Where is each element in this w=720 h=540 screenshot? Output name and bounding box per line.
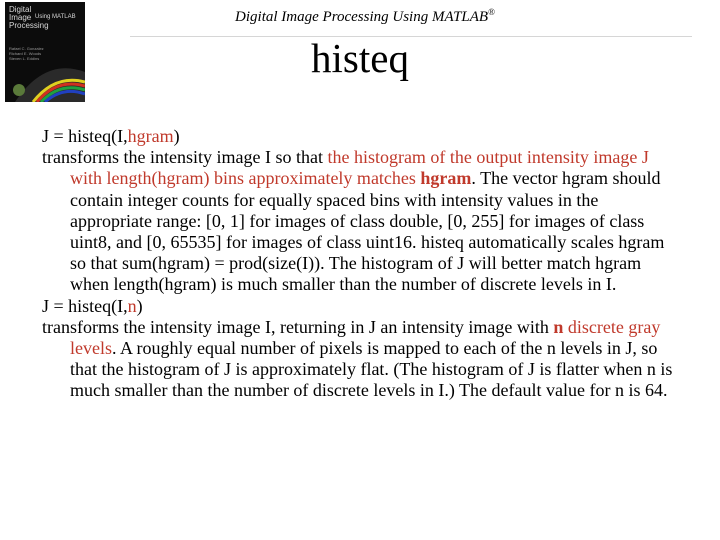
cover-authors: Rafael C. Gonzalez Richard E. Woods Steven L. Eddins (9, 46, 44, 61)
desc-hgram: transforms the intensity image I so that the histogram of the output intensity image J with length(hgram) bins approximately matches hgram. The vector hgram should contain integer counts for equally spaced bins with intensity values in the appropriate range: [0, 1] for images of class double, [0, 255] for images of class uint8, and [0, 65535] for images of class uint16. histeq automatically scales hgram so that sum(hgram) = prod(size(I)). The histogram of J will better match hgram when length(hgram) is much smaller than the number of discrete levels in I. (42, 147, 665, 295)
cover-subtitle: Using MATLAB (35, 14, 76, 20)
registered-mark: ® (488, 7, 495, 17)
syntax-arg-n: n (127, 295, 137, 316)
highlight-text: discrete gray levels (70, 316, 661, 359)
function-description (42, 126, 682, 402)
page-title: histeq (311, 35, 409, 81)
syntax-n: J = histeq(I,n) (42, 295, 143, 316)
highlight-bold: hgram (420, 168, 472, 189)
desc-n: transforms the intensity image I, returning in J an intensity image with n discrete gray levels. A roughly equal number of pixels is mapped to each of the n levels in J, so that the histogram of J is approximately flat. (The histogram of J is flatter when n is much smaller than the number of discrete levels in I.) The default value for n is 64. (42, 316, 673, 401)
highlight-bold: n (553, 316, 564, 337)
syntax-arg-hgram: hgram (127, 126, 174, 146)
book-header: Digital Image Processing Using MATLAB® (235, 7, 495, 25)
highlight-text: the histogram of the output intensity image J with length(hgram) bins approximately matches (70, 147, 649, 189)
cover-title: Digital Image Processing (9, 5, 49, 30)
syntax-hgram: J = histeq(I,hgram) (42, 126, 180, 146)
